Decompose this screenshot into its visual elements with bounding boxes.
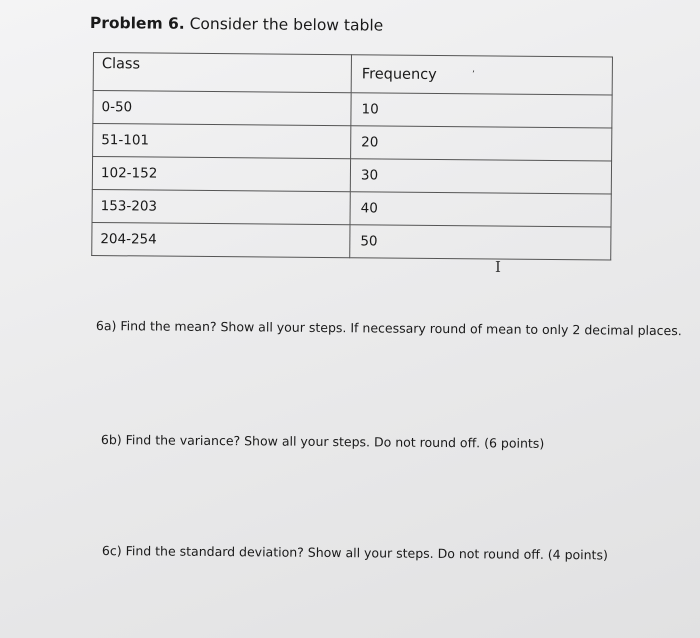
question-6c: 6c) Find the standard deviation? Show all your steps. Do not round off. (4 points) <box>101 543 608 563</box>
table-row <box>93 124 612 162</box>
speck-mark: ’ <box>472 70 475 80</box>
problem-label: Problem 6. <box>89 14 185 33</box>
class-cell: 51-101 <box>93 124 351 159</box>
frequency-cell: 30 <box>350 159 611 194</box>
table-row <box>92 222 611 260</box>
text-cursor-icon: I <box>495 258 501 276</box>
class-cell: 102-152 <box>92 157 350 192</box>
frequency-table <box>91 52 613 261</box>
problem-heading <box>90 14 383 35</box>
table-row <box>92 157 611 195</box>
question-6b: 6b) Find the variance? Show all your steps. Do not round off. (6 points) <box>100 432 545 451</box>
table-row <box>93 91 612 129</box>
frequency-cell: 40 <box>350 192 611 227</box>
problem-intro: Consider the below table <box>184 14 384 35</box>
frequency-header: Frequency <box>351 55 612 95</box>
class-cell: 0-50 <box>93 91 351 126</box>
table-header-row <box>93 53 612 96</box>
table-row <box>92 189 611 227</box>
frequency-cell: 50 <box>350 225 611 260</box>
frequency-cell: 20 <box>351 126 612 161</box>
question-6a: 6a) Find the mean? Show all your steps. If necessary round of mean to only 2 decimal places. <box>95 318 682 339</box>
class-cell: 153-203 <box>92 189 350 224</box>
class-cell: 204-254 <box>92 222 350 257</box>
class-header: Class <box>93 53 351 93</box>
frequency-cell: 10 <box>351 93 612 128</box>
